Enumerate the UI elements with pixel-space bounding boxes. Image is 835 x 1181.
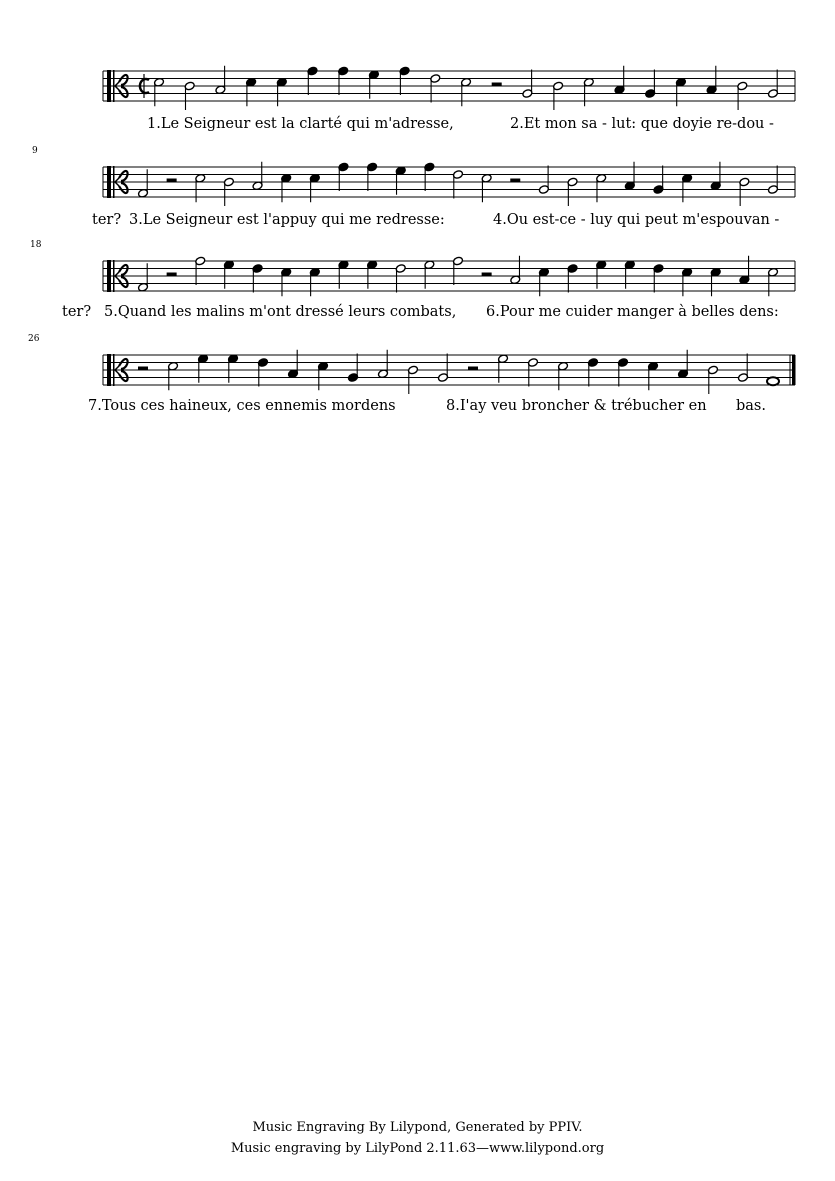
lyric-verse-3: 3.Le Seigneur est l'appuy qui me redresse: <box>129 212 445 228</box>
lyrics-line-2 <box>0 212 835 232</box>
half-note <box>767 70 778 99</box>
quarter-note <box>317 361 328 390</box>
quarter-note <box>367 162 378 191</box>
quarter-note <box>367 260 378 289</box>
half-rest <box>492 83 502 87</box>
half-note <box>395 264 406 293</box>
half-rest <box>482 273 492 277</box>
half-note <box>137 263 148 292</box>
half-note <box>737 354 748 383</box>
lyric-continuation: ter? <box>92 212 122 228</box>
lyric-verse-2: 2.Et mon sa - lut: que doyie re-dou - <box>510 116 774 132</box>
staff-2 <box>0 152 835 212</box>
half-note <box>767 267 778 296</box>
quarter-note <box>617 358 628 387</box>
measure-number: 9 <box>32 146 38 156</box>
quarter-note <box>281 267 292 296</box>
half-note <box>767 166 778 195</box>
quarter-note <box>309 267 320 296</box>
half-note <box>430 74 441 103</box>
lyrics-line-3 <box>0 304 835 324</box>
staff-1 <box>0 56 835 116</box>
staff-3 <box>0 246 835 306</box>
quarter-note <box>624 260 635 289</box>
quarter-note <box>197 354 208 383</box>
quarter-note <box>395 166 406 195</box>
half-note <box>522 70 533 99</box>
lyrics-line-4 <box>0 398 835 418</box>
half-note <box>567 177 578 206</box>
quarter-note <box>706 66 717 95</box>
half-rest <box>138 367 148 371</box>
lyric-verse-5: 5.Quand les malins m'ont dressé leurs combats, <box>104 304 457 320</box>
quarter-note <box>246 77 257 106</box>
quarter-note <box>338 66 349 95</box>
system-2 <box>0 146 835 246</box>
lilypond-credit: Music engraving by LilyPond 2.11.63—www.lilypond.org <box>230 1141 605 1156</box>
quarter-note <box>538 267 549 296</box>
half-note <box>223 177 234 206</box>
quarter-note <box>653 264 664 293</box>
lyric-verse-1: 1.Le Seigneur est la clarté qui m'adresse, <box>147 116 454 132</box>
quarter-note <box>338 162 349 191</box>
quarter-note <box>347 354 358 383</box>
half-note <box>252 162 263 191</box>
half-note <box>510 256 521 285</box>
half-note <box>707 365 718 394</box>
lyric-verse-8: 8.I'ay veu broncher & trébucher en <box>446 398 707 414</box>
quarter-note <box>682 173 693 202</box>
half-note <box>497 354 508 383</box>
measure-number: 26 <box>28 334 40 344</box>
lyric-verse-6: 6.Pour me cuider manger à belles dens: <box>486 304 779 320</box>
half-note <box>553 81 564 110</box>
half-note <box>452 170 463 199</box>
quarter-note <box>710 162 721 191</box>
quarter-note <box>338 260 349 289</box>
half-note <box>557 361 568 390</box>
engraving-credit: Music Engraving By Lilypond, Generated by PPIV. <box>252 1120 583 1135</box>
measure-number: 18 <box>30 240 42 250</box>
quarter-note <box>677 350 688 379</box>
quarter-note <box>287 350 298 379</box>
half-note <box>195 173 206 202</box>
quarter-note <box>424 162 435 191</box>
quarter-note <box>252 264 263 293</box>
system-1 <box>0 56 835 146</box>
quarter-note <box>596 260 607 289</box>
half-note <box>583 77 594 106</box>
half-rest <box>468 367 478 371</box>
half-note <box>424 260 435 289</box>
lyric-verse-4: 4.Ou est-ce - luy qui peut m'espouvan - <box>493 212 780 228</box>
quarter-note <box>309 173 320 202</box>
system-4 <box>0 334 835 434</box>
lyric-continuation: ter? <box>62 304 92 320</box>
half-note <box>739 177 750 206</box>
quarter-note <box>567 264 578 293</box>
quarter-note <box>368 70 379 99</box>
half-note <box>596 173 607 202</box>
quarter-note <box>281 173 292 202</box>
lyric-verse-7: 7.Tous ces haineux, ces ennemis mordens <box>88 398 396 414</box>
quarter-note <box>653 166 664 195</box>
quarter-note <box>710 267 721 296</box>
half-note <box>137 169 148 198</box>
half-note <box>437 354 448 383</box>
quarter-note <box>739 256 750 285</box>
half-rest <box>167 179 177 183</box>
half-note <box>153 77 164 106</box>
half-note <box>737 81 748 110</box>
half-note <box>215 66 226 95</box>
quarter-note <box>223 260 234 289</box>
quarter-note <box>276 77 287 106</box>
quarter-note <box>624 162 635 191</box>
half-note <box>184 81 195 110</box>
half-rest <box>510 179 520 183</box>
half-note <box>527 358 538 387</box>
lyrics-line-1 <box>0 116 835 136</box>
staff-4 <box>0 340 835 400</box>
quarter-note <box>647 361 658 390</box>
quarter-note <box>399 66 410 95</box>
quarter-note <box>614 66 625 95</box>
half-note <box>452 256 463 285</box>
whole-note <box>767 377 779 385</box>
half-note <box>195 256 206 285</box>
quarter-note <box>227 354 238 383</box>
final-barline-thick <box>792 355 796 385</box>
half-note <box>460 77 471 106</box>
quarter-note <box>257 358 268 387</box>
quarter-note <box>675 77 686 106</box>
lyric-final: bas. <box>736 398 766 414</box>
half-note <box>167 361 178 390</box>
half-note <box>377 350 388 379</box>
quarter-note <box>682 267 693 296</box>
half-rest <box>167 273 177 277</box>
system-3 <box>0 240 835 340</box>
half-note <box>407 365 418 394</box>
quarter-note <box>587 358 598 387</box>
quarter-note <box>307 66 318 95</box>
quarter-note <box>645 70 656 99</box>
half-note <box>481 173 492 202</box>
half-note <box>538 166 549 195</box>
